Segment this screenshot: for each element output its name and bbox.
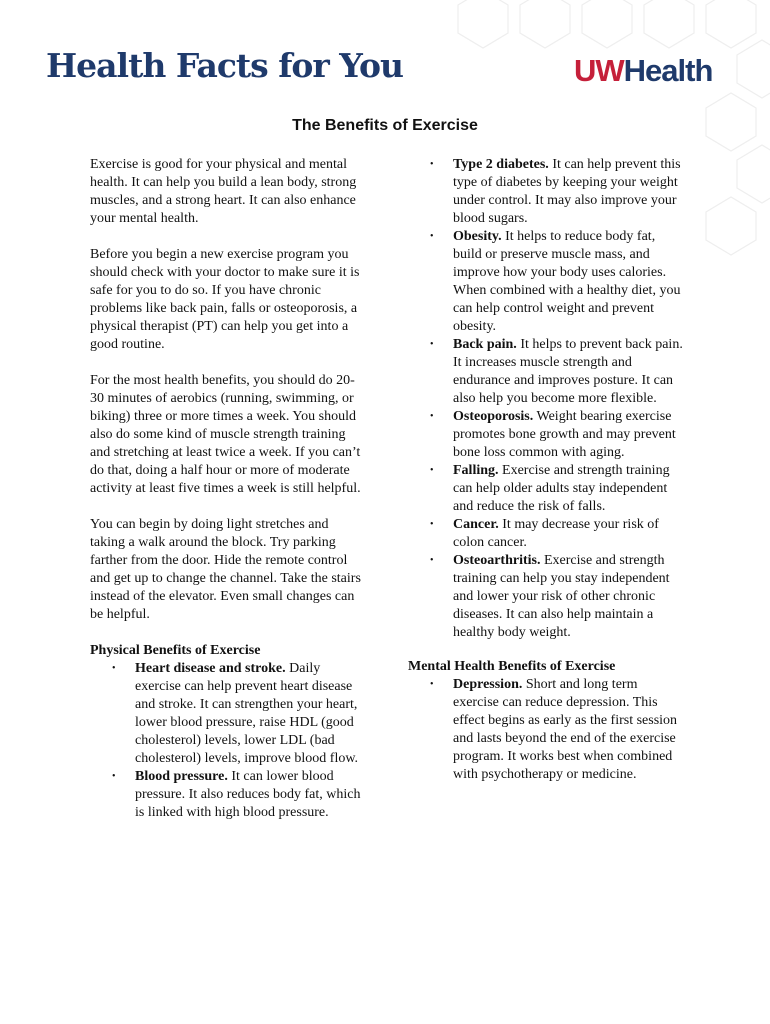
benefit-term: Falling. (453, 463, 499, 478)
uwhealth-logo (574, 53, 712, 89)
logo-uw-text: UW (574, 53, 624, 88)
bullet-icon: • (430, 679, 434, 690)
benefit-text: Weight bearing exercise promotes bone growth and may prevent bone loss common with aging. (453, 409, 676, 460)
benefit-text: It helps to prevent back pain. It increases muscle strength and endurance and improves posture. It can also help you become more flexible. (453, 337, 683, 406)
list-item (90, 660, 362, 768)
benefit-term: Blood pressure. (135, 769, 228, 784)
benefit-text: Short and long term exercise can reduce depression. This effect begins as early as the first session and lasts beyond the end of the exercise program. It works best when combined with psychotherapy or medicine. (453, 677, 678, 782)
benefit-text: It helps to reduce body fat, build or preserve muscle mass, and improve how your body uses calories. When combined with a healthy diet, you can help control weight and prevent obesity. (453, 229, 681, 334)
list-item (408, 228, 684, 336)
benefit-text: Exercise and strength training can help you stay independent and lower your risk of other chronic diseases. It can also help maintain a healthy body weight. (453, 553, 670, 640)
benefit-term: Osteoporosis. (453, 409, 534, 424)
logo-health-text: Health (623, 53, 713, 88)
document-title: The Benefits of Exercise (292, 117, 478, 134)
benefit-term: Depression. (453, 677, 523, 692)
list-item (408, 676, 684, 784)
section-spacer (408, 642, 684, 658)
bullet-icon: • (430, 231, 434, 242)
bullet-icon: • (430, 339, 434, 350)
physical-benefits-heading: Physical Benefits of Exercise (90, 643, 261, 658)
physical-benefits-list-continued (408, 156, 684, 642)
intro-paragraph: You can begin by doing light stretches and taking a walk around the block. Try parking farther from the door. Hide the remote control and get up to change the channel. Take the stairs instead of the elevator. Even small changes can be helpful. (90, 517, 361, 622)
list-item (408, 156, 684, 228)
brand-title: Health Facts for You (46, 46, 404, 85)
intro-paragraph: Before you begin a new exercise program you should check with your doctor to make sure it is safe for you to do so. If you have chronic problems like back pain, falls or osteoporosis, a physical therapist (PT) can help you get into a good routine. (90, 247, 360, 352)
bullet-icon: • (430, 519, 434, 530)
benefit-text: Daily exercise can help prevent heart disease and stroke. It can strengthen your heart, lower blood pressure, raise HDL (good cholesterol) levels, lower LDL (bad cholesterol) levels, improve blood flow. (135, 661, 359, 766)
benefit-text: It can help prevent this type of diabetes by keeping your weight under control. It may also improve your blood sugars. (453, 157, 681, 226)
benefit-term: Cancer. (453, 517, 499, 532)
bullet-icon: • (112, 771, 116, 782)
benefit-term: Heart disease and stroke. (135, 661, 286, 676)
physical-benefits-list (90, 660, 362, 822)
benefit-term: Obesity. (453, 229, 502, 244)
list-item (90, 768, 362, 822)
bullet-icon: • (430, 159, 434, 170)
left-column (90, 156, 362, 822)
intro-paragraph: Exercise is good for your physical and mental health. It can help you build a lean body, strong muscles, and a strong heart. It can also enhance your mental health. (90, 157, 357, 226)
mental-benefits-heading: Mental Health Benefits of Exercise (408, 659, 616, 674)
benefit-text: It may decrease your risk of colon cancer. (453, 517, 659, 550)
bullet-icon: • (430, 465, 434, 476)
list-item (408, 336, 684, 408)
bullet-icon: • (430, 555, 434, 566)
benefit-text: It can lower blood pressure. It also reduces body fat, which is linked with high blood pressure. (135, 769, 361, 820)
benefit-term: Back pain. (453, 337, 517, 352)
bullet-icon: • (112, 663, 116, 674)
list-item (408, 552, 684, 642)
benefit-term: Osteoarthritis. (453, 553, 541, 568)
list-item (408, 408, 684, 462)
intro-paragraph: For the most health benefits, you should do 20-30 minutes of aerobics (running, swimming, or biking) three or more times a week. You should also do some kind of muscle strength training and stretching at least twice a week. If you can’t do that, doing a half hour or more of moderate activity at least five times a week is still helpful. (90, 373, 361, 496)
bullet-icon: • (430, 411, 434, 422)
right-column (408, 156, 684, 784)
benefit-text: Exercise and strength training can help older adults stay independent and reduce the risk of falls. (453, 463, 670, 514)
list-item (408, 516, 684, 552)
mental-benefits-list (408, 676, 684, 784)
benefit-term: Type 2 diabetes. (453, 157, 549, 172)
list-item (408, 462, 684, 516)
